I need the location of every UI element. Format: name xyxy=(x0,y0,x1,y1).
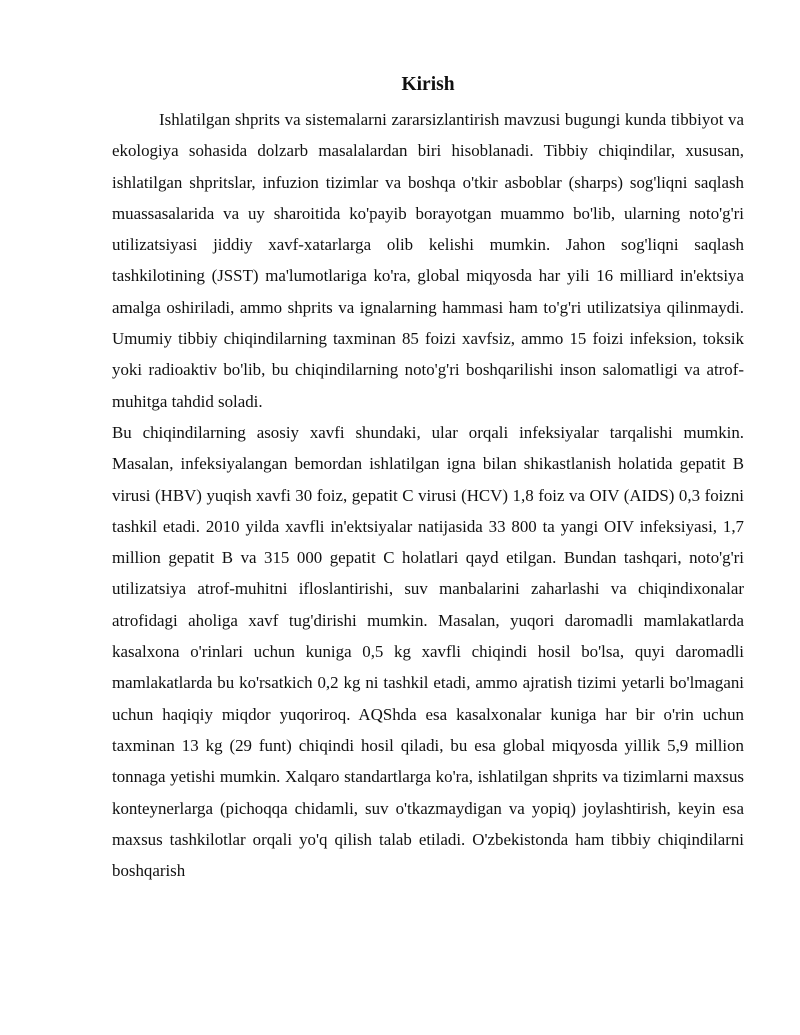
document-page xyxy=(112,70,744,886)
document-title: Kirish xyxy=(401,74,455,95)
paragraph-risks: Bu chiqindilarning asosiy xavfi shundaki, ular orqali infeksiyalar tarqalishi mumkin. Masalan, infeksiyalangan bemordan ishlatilgan igna bilan shikastlanish holatida gepatit B virusi (HBV) yuqish xavfi 30 foiz, gepatit C virusi (HCV) 1,8 foiz va OIV (AIDS) 0,3 foizni tashkil etadi. 2010 yilda xavfli in'ektsiyalar natijasida 33 800 ta yangi OIV infeksiyasi, 1,7 million gepatit B va 315 000 gepatit C holatlari qayd etilgan. Bundan tashqari, noto'g'ri utilizatsiya atrof-muhitni ifloslantirishi, suv manbalarini zaharlashi va chiqindixonalar atrofidagi aholiga xavf tug'dirishi mumkin. Masalan, yuqori daromadli mamlakatlarda kasalxona o'rinlari uchun kuniga 0,5 kg xavfli chiqindi hosil bo'lsa, quyi daromadli mamlakatlarda bu ko'rsatkich 0,2 kg ni tashkil etadi, ammo ajratish tizimi yetarli bo'lmagani uchun haqiqiy miqdor yuqoriroq. AQShda esa kasalxonalar kuniga har bir o'rin uchun taxminan 13 kg (29 funt) chiqindi hosil qiladi, bu esa global miqyosda yillik 5,9 million tonnaga yetishi mumkin. Xalqaro standartlarga ko'ra, ishlatilgan shprits va tizimlarni maxsus konteynerlarga (pichoqqa chidamli, suv o'tkazmaydigan va yopiq) joylashtirish, keyin esa maxsus tashkilotlar orqali yo'q qilish talab etiladi. O'zbekistonda ham tibbiy chiqindilarni boshqarish xyxy=(112,422,744,881)
paragraph-intro: Ishlatilgan shprits va sistemalarni zararsizlantirish mavzusi bugungi kunda tibbiyot va ekologiya sohasida dolzarb masalalardan biri hisoblanadi. Tibbiy chiqindilar, xususan, ishlatilgan shpritslar, infuzion tizimlar va boshqa o'tkir asboblar (sharps) sog'liqni saqlash muassasalarida va uy sharoitida ko'payib borayotgan muammo bo'lib, ularning noto'g'ri utilizatsiyasi jiddiy xavf-xatarlarga olib kelishi mumkin. Jahon sog'liqni saqlash tashkilotining (JSST) ma'lumotlariga ko'ra, global miqyosda har yili 16 milliard in'ektsiya amalga oshiriladi, ammo shprits va ignalarning hammasi ham to'g'ri utilizatsiya qilinmaydi. Umumiy tibbiy chiqindilarning taxminan 85 foizi xavfsiz, ammo 15 foizi infeksion, toksik yoki radioaktiv bo'lib, bu chiqindilarning noto'g'ri boshqarilishi inson salomatligi va atrof-muhitga tahdid soladi. xyxy=(112,110,744,411)
